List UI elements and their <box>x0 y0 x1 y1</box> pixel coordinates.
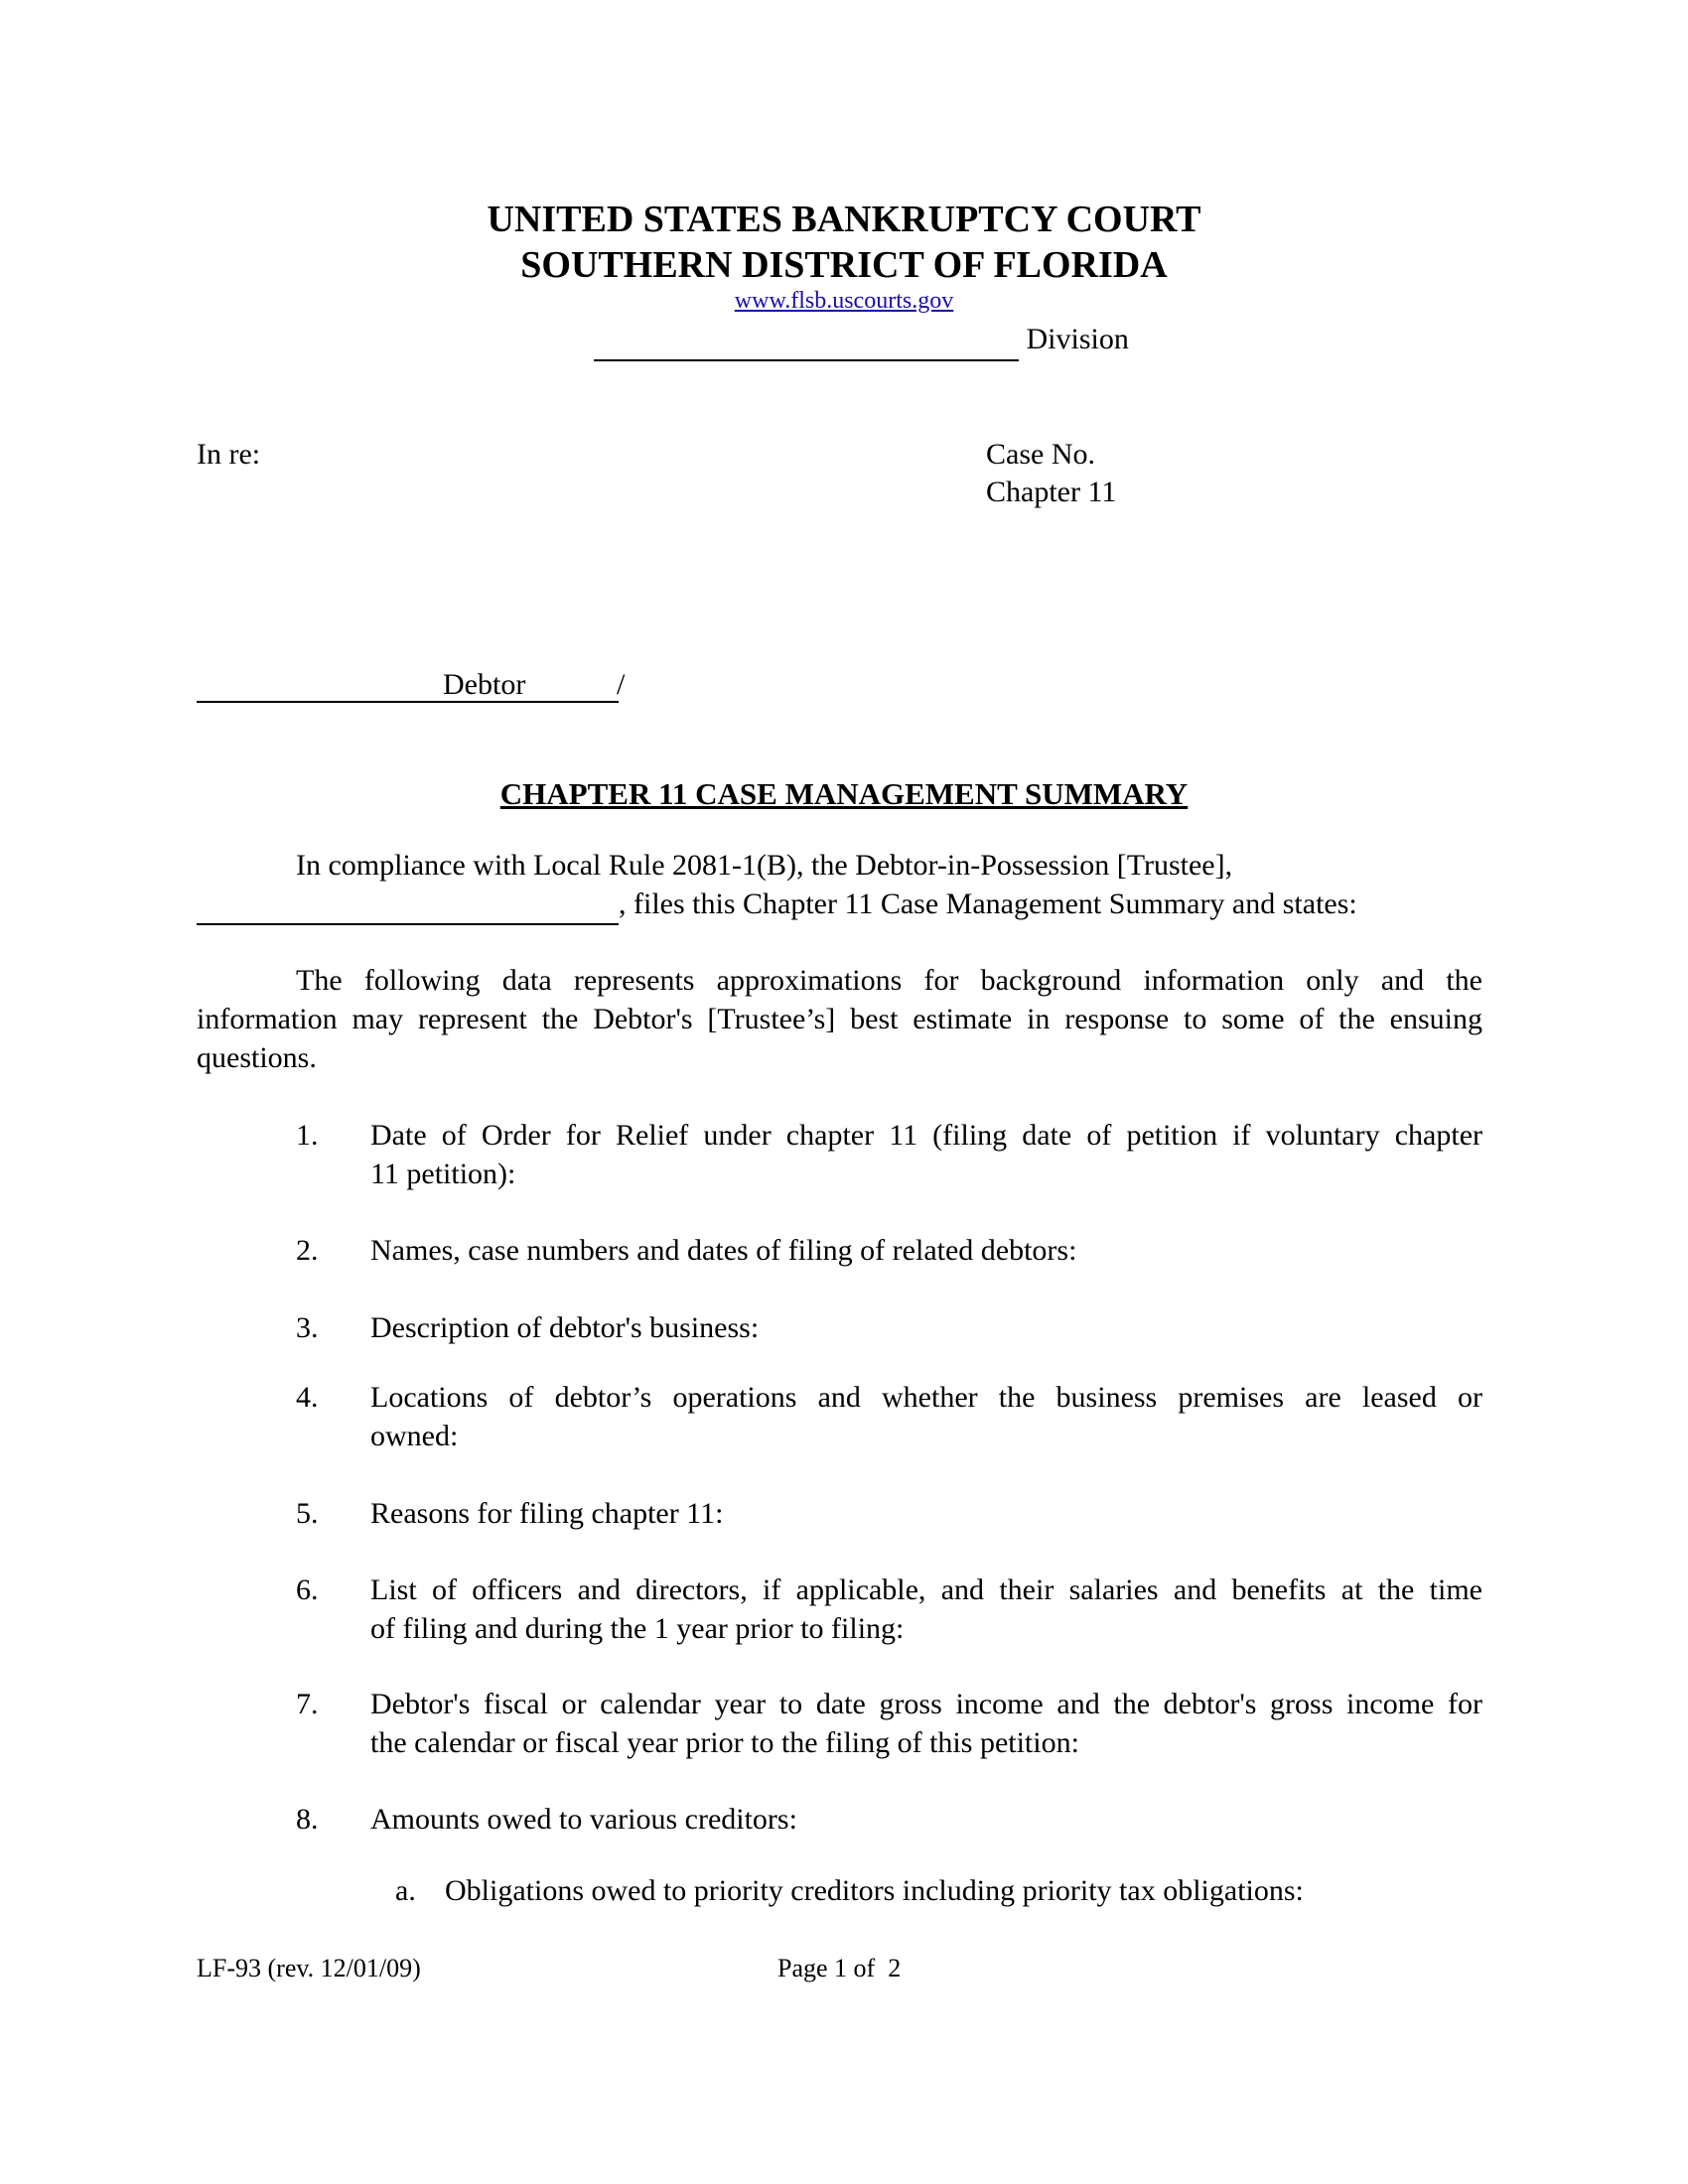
document-title: CHAPTER 11 CASE MANAGEMENT SUMMARY <box>499 776 1189 811</box>
background-line-1: The following data represents approximations for background information only and the <box>296 964 1482 997</box>
form-id: LF-93 (rev. 12/01/09) <box>197 1954 421 1982</box>
court-name: UNITED STATES BANKRUPTCY COURT <box>487 199 1201 240</box>
item-number: 7. <box>296 1688 319 1720</box>
division-blank-line[interactable] <box>594 320 1019 361</box>
in-re-label: In re: <box>197 438 261 471</box>
court-district: SOUTHERN DISTRICT OF FLORIDA <box>520 244 1168 286</box>
caption-slash: / <box>617 668 626 701</box>
item-4-line-1: Locations of debtor’s operations and whether the business premises are leased or <box>370 1381 1482 1414</box>
debtor-label: Debtor <box>443 668 526 701</box>
background-line-3: questions. <box>197 1041 317 1074</box>
division-row <box>594 320 1129 361</box>
chapter-label: Chapter 11 <box>986 476 1117 508</box>
item-2-text: Names, case numbers and dates of filing of related debtors: <box>370 1234 1077 1267</box>
item-7-line-2: the calendar or fiscal year prior to the filing of this petition: <box>370 1726 1079 1759</box>
item-7-line-1: Debtor's fiscal or calendar year to date gross income and the debtor's gross income for <box>370 1688 1482 1720</box>
intro-line-2: , files this Chapter 11 Case Management Summary and states: <box>197 885 1357 925</box>
page-number: Page 1 of 2 <box>777 1954 902 1982</box>
item-number: 1. <box>296 1119 319 1152</box>
item-number: 5. <box>296 1497 319 1530</box>
subitem-text: Obligations owed to priority creditors including priority tax obligations: <box>445 1874 1304 1907</box>
trustee-name-blank[interactable] <box>197 885 619 925</box>
item-6-line-2: of filing and during the 1 year prior to filing: <box>370 1612 905 1645</box>
item-number: 4. <box>296 1381 319 1414</box>
item-number: 8. <box>296 1803 319 1836</box>
item-number: 2. <box>296 1234 319 1267</box>
item-5-text: Reasons for filing chapter 11: <box>370 1497 724 1530</box>
division-label: Division <box>1026 323 1129 355</box>
item-1-line-2: 11 petition): <box>370 1158 516 1190</box>
item-8-text: Amounts owed to various creditors: <box>370 1803 797 1836</box>
debtor-underline <box>197 701 619 703</box>
court-website-link[interactable]: www.flsb.uscourts.gov <box>734 288 954 314</box>
item-4-line-2: owned: <box>370 1420 459 1452</box>
item-6-line-1: List of officers and directors, if applicable, and their salaries and benefits at the time <box>370 1573 1482 1606</box>
intro-line-1: In compliance with Local Rule 2081-1(B), the Debtor-in-Possession [Trustee], <box>296 849 1233 882</box>
background-line-2: information may represent the Debtor's [Trustee’s] best estimate in response to some of the ensuing <box>197 1003 1482 1035</box>
item-1-line-1: Date of Order for Relief under chapter 11 (filing date of petition if voluntary chapter <box>370 1119 1482 1152</box>
item-number: 6. <box>296 1573 319 1606</box>
debtor-caption-line <box>197 665 626 705</box>
case-number-label: Case No. <box>986 438 1095 471</box>
item-number: 3. <box>296 1311 319 1344</box>
item-3-text: Description of debtor's business: <box>370 1311 760 1344</box>
subitem-label: a. <box>395 1874 416 1907</box>
